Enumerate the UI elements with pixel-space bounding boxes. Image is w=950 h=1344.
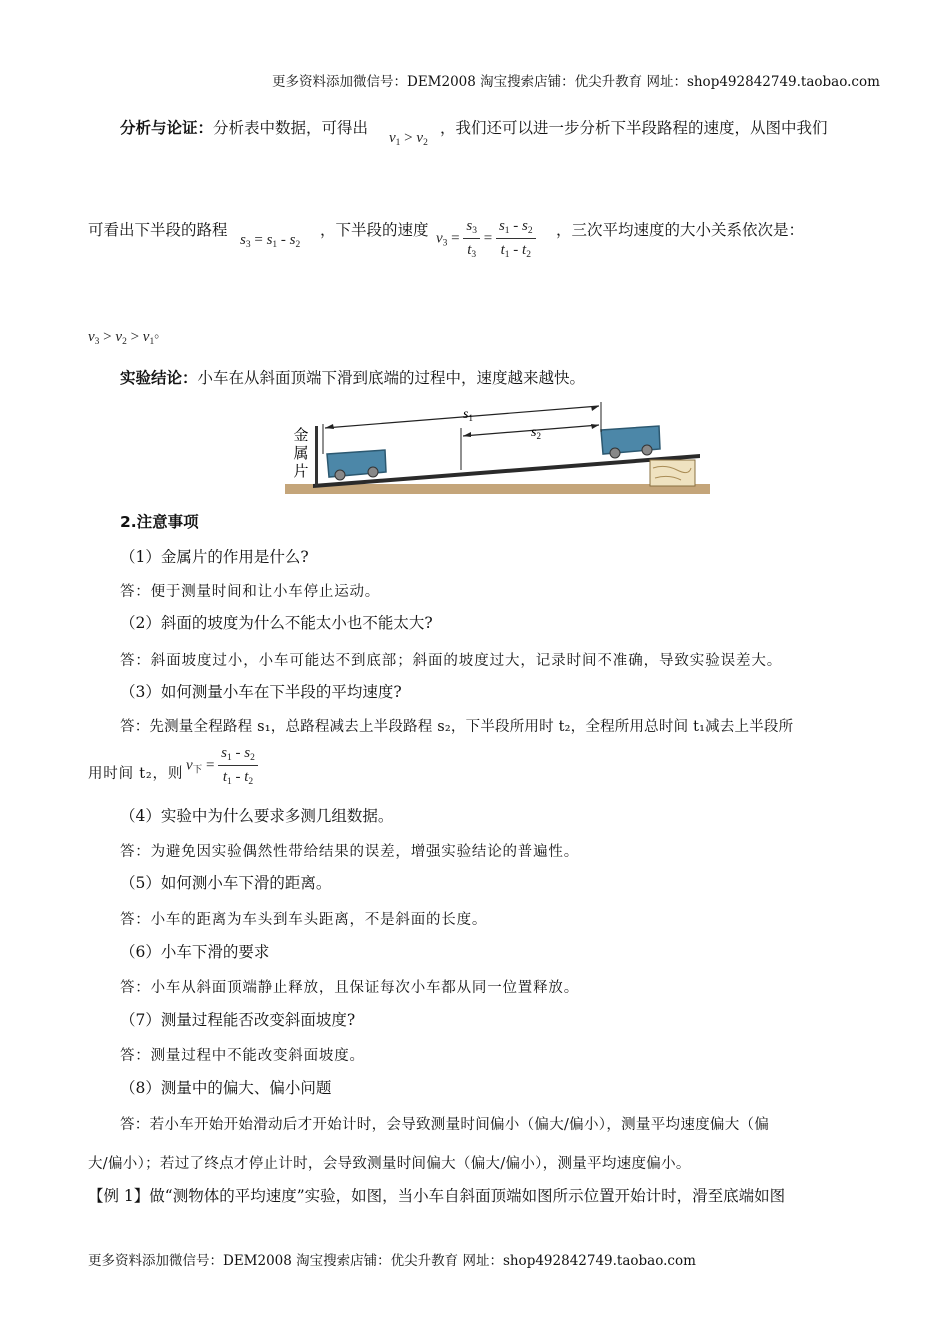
analysis-label: 分析与论证： bbox=[120, 119, 214, 137]
formula-s3: $s_3 = s_1 - s_2$ bbox=[240, 232, 301, 250]
formula-v-lower: $v_下$ = $\frac{s_1 - s_2}{t_1 - t_2}$ bbox=[186, 745, 258, 787]
answer-4: 答：为避免因实验偶然性带给结果的误差，增强实验结论的普遍性。 bbox=[120, 844, 579, 860]
question-8: （8）测量中的偏大、偏小问题 bbox=[120, 1079, 332, 1097]
conclusion-text: 小车在从斜面顶端下滑到底端的过程中，速度越来越快。 bbox=[197, 369, 586, 387]
answer-1: 答：便于测量时间和让小车停止运动。 bbox=[120, 584, 381, 600]
analysis-text-4: ，下半段的速度 bbox=[320, 221, 429, 239]
question-6: （6）小车下滑的要求 bbox=[120, 943, 270, 961]
wood-block bbox=[650, 460, 695, 486]
example-1: 【例 1】做“测物体的平均速度”实验，如图，当小车自斜面顶端如图所示位置开始计时，滑至底端如图 bbox=[88, 1187, 786, 1205]
conclusion-label: 实验结论： bbox=[120, 369, 198, 387]
answer-6: 答：小车从斜面顶端静止释放，且保证每次小车都从同一位置释放。 bbox=[120, 980, 579, 996]
analysis-line-1 bbox=[120, 118, 368, 138]
metal-label-1: 金 bbox=[293, 427, 309, 444]
metal-label-3: 片 bbox=[293, 463, 309, 480]
formula-v3: $v_3$ = $\frac{s_3}{t_3}$ = $\frac{s_1 - s_2}{t_1 - t_2}$ bbox=[436, 218, 536, 260]
incline-figure bbox=[285, 398, 710, 498]
s1-arrow bbox=[325, 406, 599, 428]
answer-3-line-2: 用时间 t₂，则 bbox=[88, 766, 184, 782]
analysis-text-3: 可看出下半段的路程 bbox=[88, 221, 228, 239]
question-5: （5）如何测小车下滑的距离。 bbox=[120, 874, 332, 892]
analysis-text-1: 分析表中数据，可得出 bbox=[213, 119, 369, 137]
page-footer: 更多资料添加微信号：DEM2008 淘宝搜索店铺：优尖升教育 网址：shop492842749.taobao.com bbox=[88, 1253, 696, 1269]
metal-label-2: 属 bbox=[293, 445, 309, 462]
answer-8-line-2: 大/偏小）；若过了终点才停止计时，会导致测量时间偏大（偏大/偏小），测量平均速度偏小。 bbox=[88, 1156, 691, 1172]
s2-label: $s_2$ bbox=[531, 425, 541, 441]
s1-label: $s_1$ bbox=[463, 407, 473, 423]
question-3: （3）如何测量小车在下半段的平均速度? bbox=[120, 683, 402, 701]
formula-v3-v2-v1: $v_3 > v_2 > v_1$。 bbox=[88, 325, 168, 347]
conclusion-line bbox=[120, 368, 585, 388]
ground bbox=[285, 484, 710, 494]
formula-v1-gt-v2: $v_1 > v_2$ bbox=[389, 130, 428, 148]
analysis-text-5: ，三次平均速度的大小关系依次是： bbox=[556, 221, 805, 239]
question-2: （2）斜面的坡度为什么不能太小也不能太大? bbox=[120, 614, 433, 632]
cart-top bbox=[601, 426, 660, 458]
notes-title: 2.注意事项 bbox=[120, 513, 199, 531]
question-7: （7）测量过程能否改变斜面坡度? bbox=[120, 1011, 356, 1029]
question-4: （4）实验中为什么要求多测几组数据。 bbox=[120, 807, 394, 825]
question-1: （1）金属片的作用是什么? bbox=[120, 548, 309, 566]
metal-plate bbox=[315, 426, 318, 486]
answer-8-line-1: 答：若小车开始开始滑动后才开始计时，会导致测量时间偏小（偏大/偏小），测量平均速度偏大（偏 bbox=[120, 1117, 770, 1133]
answer-7: 答：测量过程中不能改变斜面坡度。 bbox=[120, 1048, 365, 1064]
answer-2: 答：斜面坡度过小，小车可能达不到底部；斜面的坡度过大，记录时间不准确，导致实验误差大。 bbox=[120, 653, 783, 669]
answer-5: 答：小车的距离为车头到车头距离，不是斜面的长度。 bbox=[120, 912, 488, 928]
page-header: 更多资料添加微信号：DEM2008 淘宝搜索店铺：优尖升教育 网址：shop492842749.taobao.com bbox=[272, 74, 880, 90]
cart-bottom bbox=[327, 450, 386, 480]
analysis-text-2: ，我们还可以进一步分析下半段路程的速度，从图中我们 bbox=[440, 119, 828, 137]
answer-3-line-1: 答：先测量全程路程 s₁，总路程减去上半段路程 s₂，下半段所用时 t₂，全程所用总时间 t₁减去上半段所 bbox=[120, 719, 794, 735]
